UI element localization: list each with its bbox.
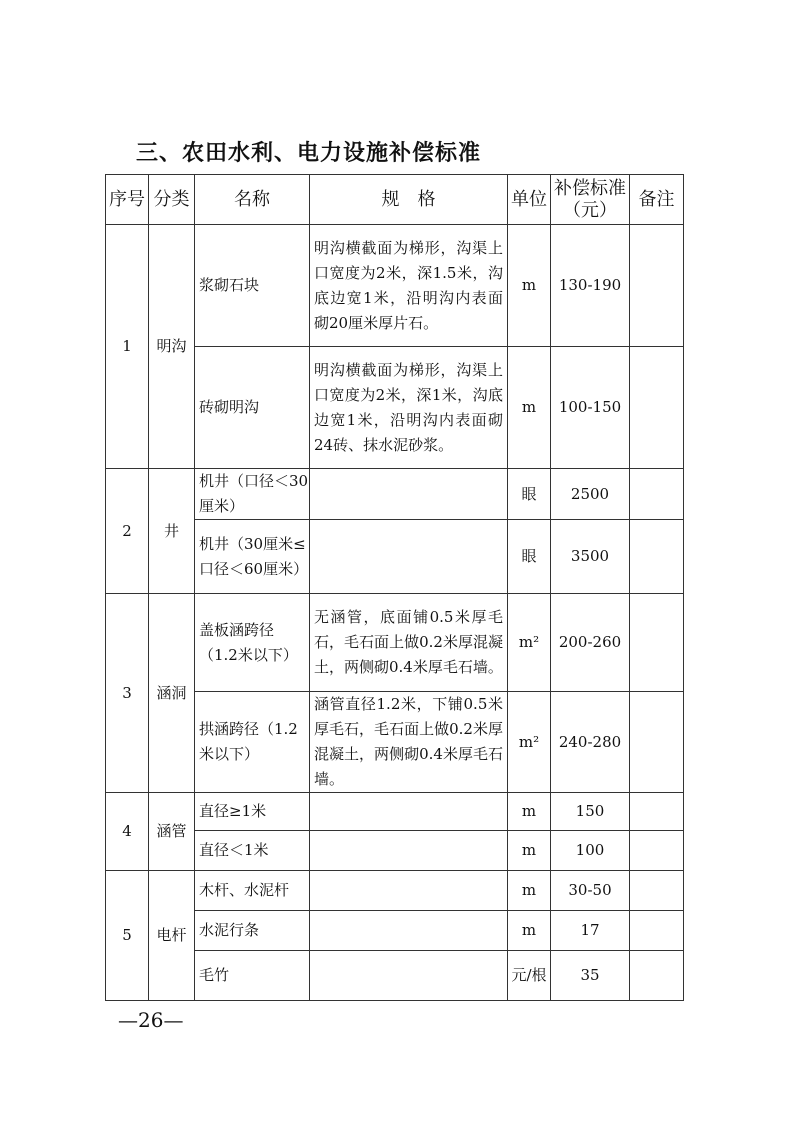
name-cell: 浆砌石块 <box>195 225 310 347</box>
category-cell: 明沟 <box>149 225 195 469</box>
standard-cell: 35 <box>551 951 630 1001</box>
page-number: —26— <box>118 1008 184 1032</box>
header-category: 分类 <box>149 175 195 225</box>
spec-cell <box>310 871 508 911</box>
table-row <box>106 594 684 692</box>
page-title: 三、农田水利、电力设施补偿标准 <box>136 141 482 166</box>
spec-cell: 明沟横截面为梯形，沟渠上口宽度为2米，深1米，沟底边宽1米，沿明沟内表面砌24砖、抹水泥砂浆。 <box>310 347 508 469</box>
remark-cell <box>630 871 684 911</box>
standard-cell: 17 <box>551 911 630 951</box>
header-seq: 序号 <box>106 175 149 225</box>
name-cell: 拱涵跨径（1.2米以下） <box>195 692 310 793</box>
header-row <box>106 175 684 225</box>
unit-cell: m <box>508 831 551 871</box>
spec-cell: 明沟横截面为梯形，沟渠上口宽度为2米，深1.5米，沟底边宽1米，沿明沟内表面砌20厘米厚片石。 <box>310 225 508 347</box>
remark-cell <box>630 225 684 347</box>
name-cell: 木杆、水泥杆 <box>195 871 310 911</box>
name-cell: 水泥行条 <box>195 911 310 951</box>
name-cell: 直径＜1米 <box>195 831 310 871</box>
name-cell: 机井（30厘米≤口径＜60厘米） <box>195 520 310 594</box>
remark-cell <box>630 911 684 951</box>
table-row <box>106 469 684 520</box>
remark-cell <box>630 469 684 520</box>
remark-cell <box>630 594 684 692</box>
header-spec: 规 格 <box>310 175 508 225</box>
standard-cell: 2500 <box>551 469 630 520</box>
remark-cell <box>630 793 684 831</box>
header-remark: 备注 <box>630 175 684 225</box>
seq-cell: 4 <box>106 793 149 871</box>
remark-cell <box>630 692 684 793</box>
remark-cell <box>630 520 684 594</box>
header-standard: 补偿标准（元） <box>551 175 630 225</box>
category-cell: 电杆 <box>149 871 195 1001</box>
standard-cell: 3500 <box>551 520 630 594</box>
category-cell: 井 <box>149 469 195 594</box>
spec-cell <box>310 793 508 831</box>
header-name: 名称 <box>195 175 310 225</box>
standard-cell: 30-50 <box>551 871 630 911</box>
seq-cell: 1 <box>106 225 149 469</box>
spec-cell <box>310 469 508 520</box>
name-cell: 机井（口径＜30厘米） <box>195 469 310 520</box>
unit-cell: 元/根 <box>508 951 551 1001</box>
category-cell: 涵洞 <box>149 594 195 793</box>
remark-cell <box>630 951 684 1001</box>
spec-cell: 无涵管，底面铺0.5米厚毛石，毛石面上做0.2米厚混凝土，两侧砌0.4米厚毛石墙。 <box>310 594 508 692</box>
spec-cell <box>310 951 508 1001</box>
table-row <box>106 871 684 911</box>
unit-cell: m <box>508 793 551 831</box>
unit-cell: m² <box>508 594 551 692</box>
unit-cell: m <box>508 871 551 911</box>
name-cell: 毛竹 <box>195 951 310 1001</box>
compensation-table <box>105 174 684 1001</box>
spec-cell <box>310 911 508 951</box>
name-cell: 砖砌明沟 <box>195 347 310 469</box>
standard-cell: 150 <box>551 793 630 831</box>
seq-cell: 3 <box>106 594 149 793</box>
header-unit: 单位 <box>508 175 551 225</box>
standard-cell: 100-150 <box>551 347 630 469</box>
remark-cell <box>630 831 684 871</box>
unit-cell: m² <box>508 692 551 793</box>
seq-cell: 5 <box>106 871 149 1001</box>
unit-cell: 眼 <box>508 520 551 594</box>
standard-cell: 100 <box>551 831 630 871</box>
table-row <box>106 225 684 347</box>
unit-cell: m <box>508 347 551 469</box>
spec-cell <box>310 831 508 871</box>
spec-cell: 涵管直径1.2米，下铺0.5米厚毛石，毛石面上做0.2米厚混凝土，两侧砌0.4米厚毛石墙。 <box>310 692 508 793</box>
unit-cell: m <box>508 911 551 951</box>
standard-cell: 130-190 <box>551 225 630 347</box>
name-cell: 盖板涵跨径（1.2米以下） <box>195 594 310 692</box>
standard-cell: 200-260 <box>551 594 630 692</box>
table-row <box>106 793 684 831</box>
unit-cell: m <box>508 225 551 347</box>
standard-cell: 240-280 <box>551 692 630 793</box>
spec-cell <box>310 520 508 594</box>
remark-cell <box>630 347 684 469</box>
category-cell: 涵管 <box>149 793 195 871</box>
unit-cell: 眼 <box>508 469 551 520</box>
seq-cell: 2 <box>106 469 149 594</box>
name-cell: 直径≥1米 <box>195 793 310 831</box>
